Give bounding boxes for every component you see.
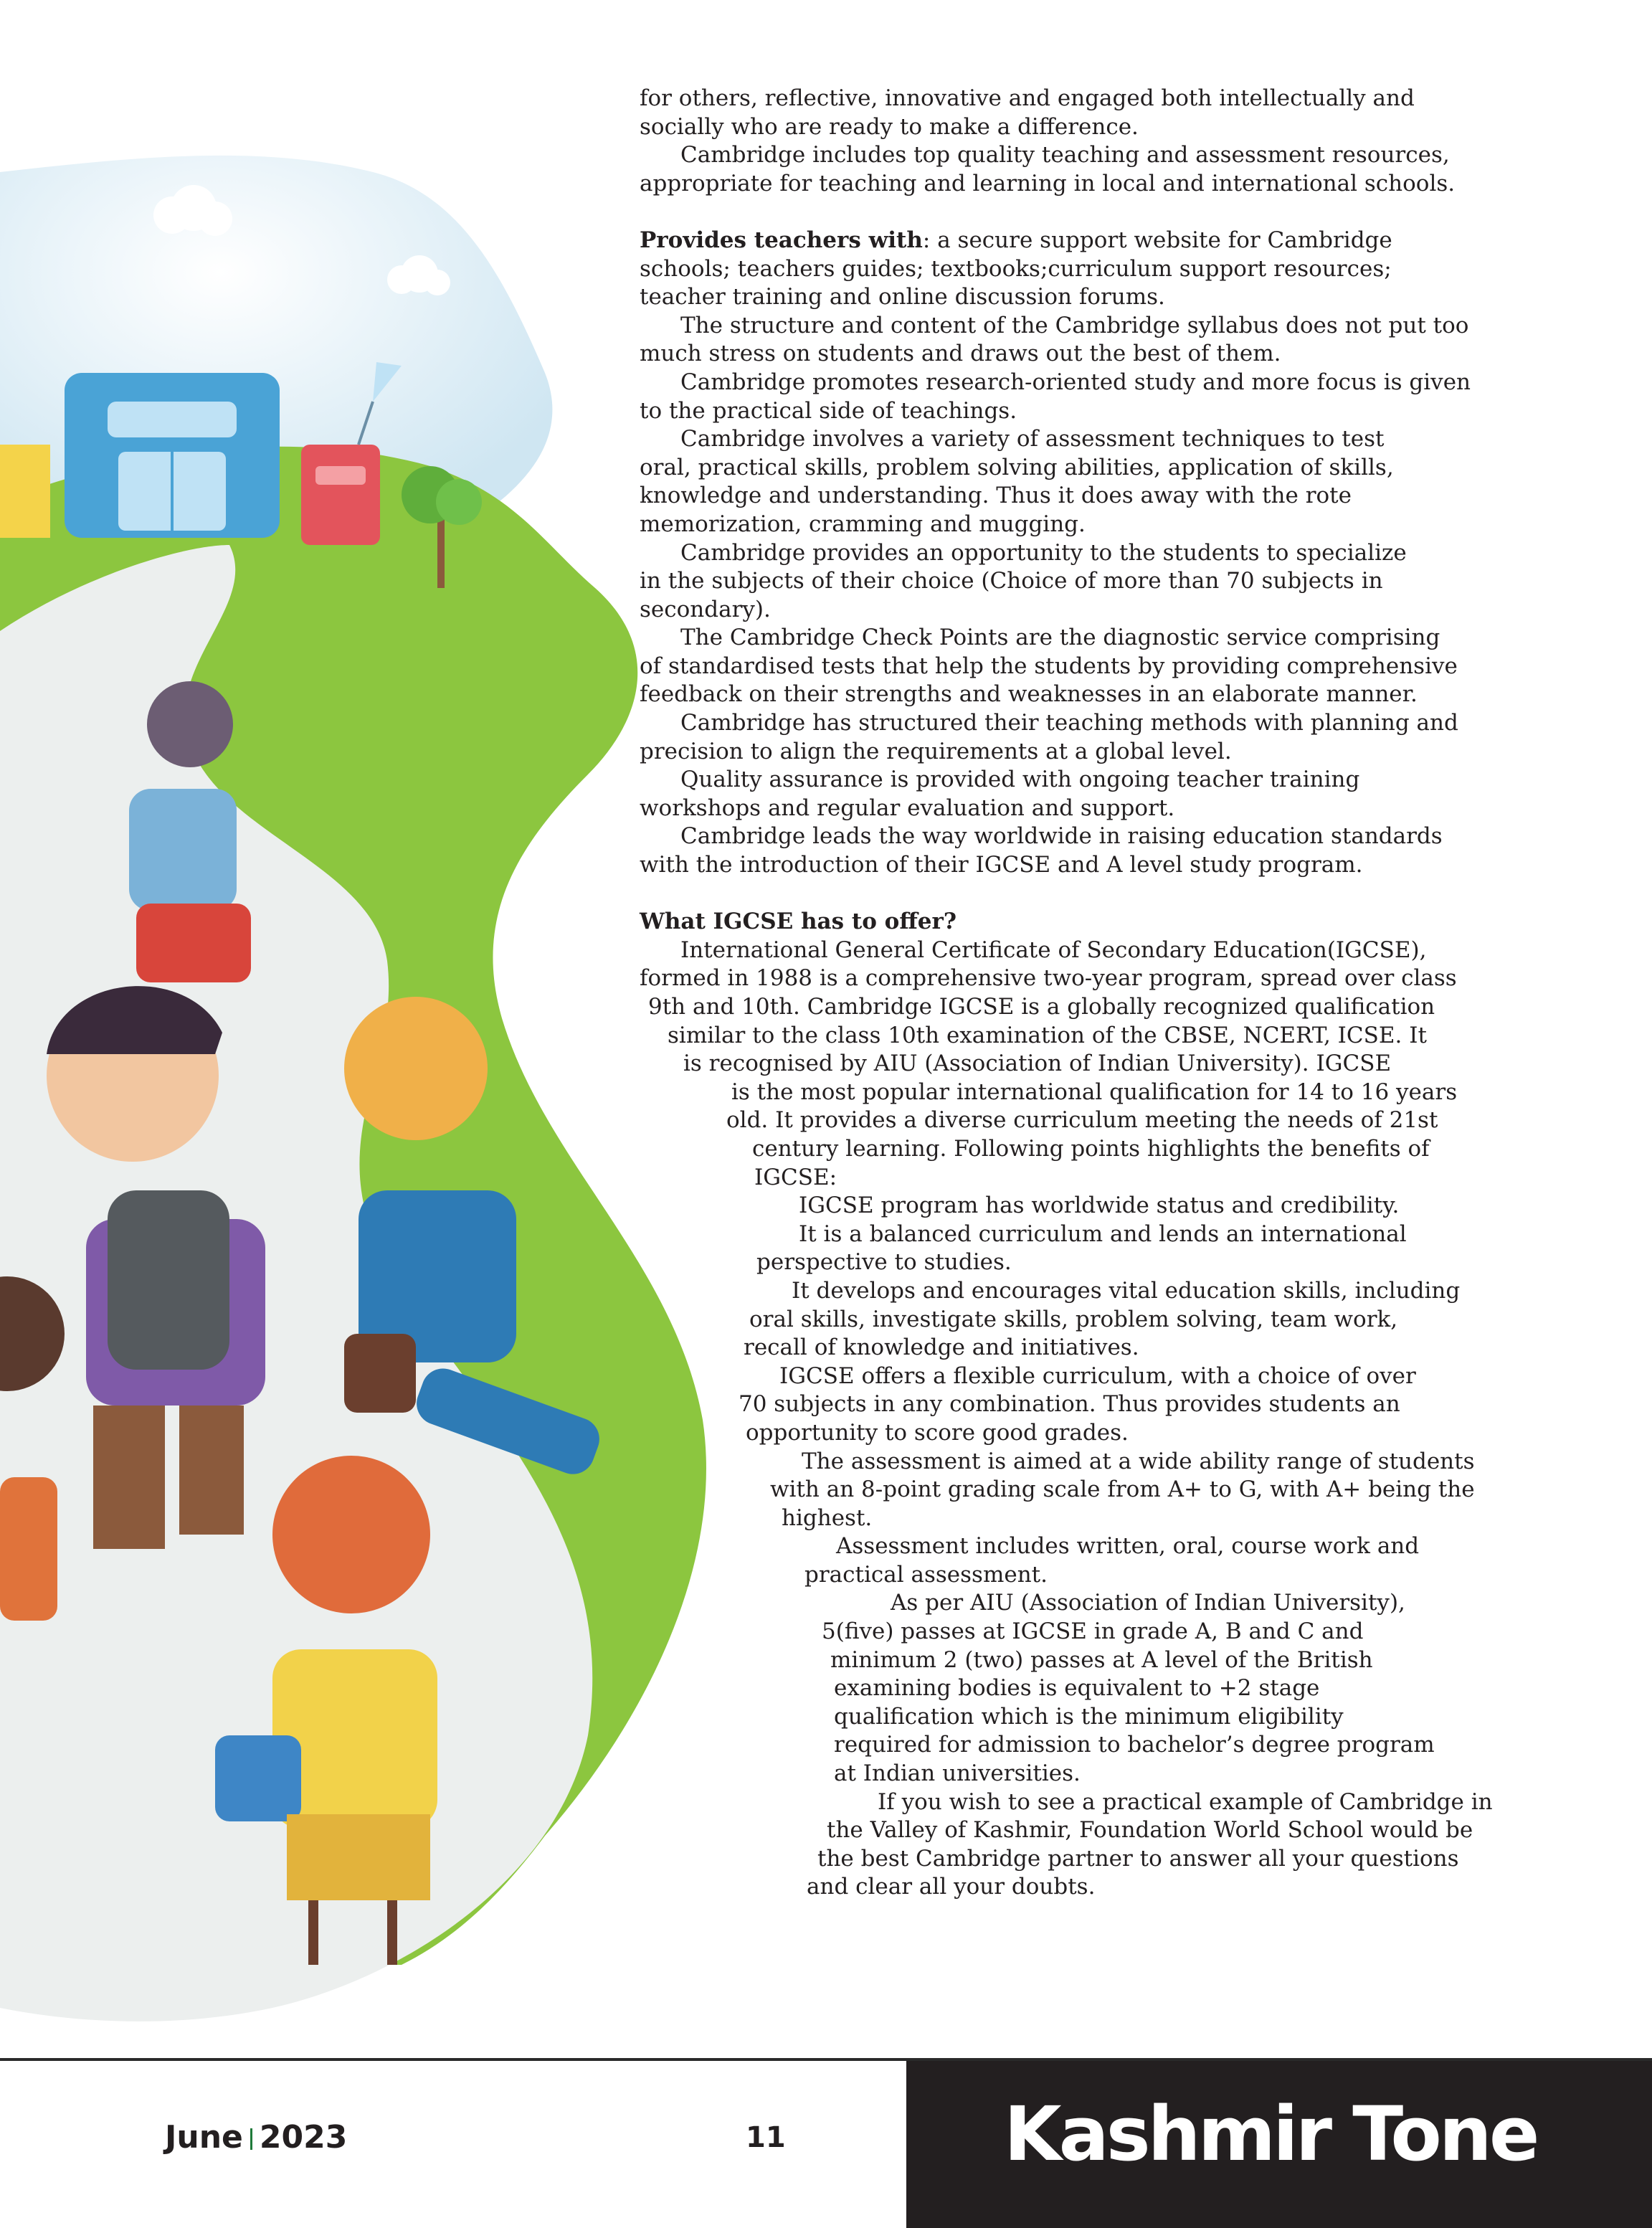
line-text: minimum 2 (two) passes at A level of the British <box>830 1646 1373 1673</box>
line-text: at Indian universities. <box>834 1760 1081 1787</box>
line-text: similar to the class 10th examination of the CBSE, NCERT, ICSE. It <box>668 1022 1427 1048</box>
body-text-line <box>640 766 1550 795</box>
line-text: Quality assurance is provided with ongoing teacher training <box>680 767 1360 793</box>
line-text: IGCSE offers a flexible curriculum, with a choice of over <box>779 1362 1416 1389</box>
section-heading: Provides teachers with <box>640 227 923 253</box>
body-text-line <box>640 1362 1550 1391</box>
line-text: workshops and regular evaluation and support. <box>640 795 1175 821</box>
line-text: teacher training and online discussion forums. <box>640 284 1165 311</box>
body-text-line <box>640 1164 1550 1193</box>
line-text: International General Certificate of Secondary Education(IGCSE), <box>680 937 1427 963</box>
line-text: and clear all your doubts. <box>807 1874 1096 1900</box>
body-text-line <box>640 85 1550 113</box>
line-text: practical assessment. <box>804 1561 1048 1588</box>
child-figure <box>129 681 251 982</box>
line-text: recall of knowledge and initiatives. <box>744 1335 1139 1361</box>
body-text-line <box>640 170 1550 199</box>
body-text-line <box>640 539 1550 568</box>
body-text-line <box>640 653 1550 681</box>
line-text: feedback on their strengths and weaknesses in an elaborate manner. <box>640 681 1418 708</box>
line-text: required for admission to bachelor’s degree program <box>834 1732 1435 1758</box>
footer-year: 2023 <box>259 2119 348 2156</box>
line-text: the Valley of Kashmir, Foundation World School would be <box>827 1817 1473 1844</box>
body-text-line <box>640 1248 1550 1277</box>
body-text-line <box>640 255 1550 284</box>
line-text: 70 subjects in any combination. Thus provides students an <box>739 1391 1400 1418</box>
line-text: old. It provides a diverse curriculum meeting the needs of 21st <box>726 1107 1438 1134</box>
line-text: Assessment includes written, oral, course work and <box>836 1533 1420 1560</box>
body-text-line <box>640 397 1550 426</box>
body-text-line <box>640 1476 1550 1504</box>
article-text <box>640 85 1550 1902</box>
line-text: IGCSE: <box>754 1164 837 1190</box>
line-text: Cambridge has structured their teaching methods with planning and <box>680 710 1458 736</box>
body-text-line <box>640 964 1550 993</box>
line-text: It is a balanced curriculum and lends an international <box>799 1220 1407 1247</box>
body-text-line <box>640 624 1550 653</box>
line-text: perspective to studies. <box>756 1249 1012 1276</box>
paragraph-gap <box>640 880 1550 909</box>
body-text-line <box>640 1448 1550 1476</box>
body-text-line <box>640 1561 1550 1590</box>
line-text: schools; teachers guides; textbooks;curriculum support resources; <box>640 255 1392 282</box>
line-text: oral skills, investigate skills, problem solving, team work, <box>749 1306 1398 1332</box>
body-text-line <box>640 369 1550 397</box>
section-heading: What IGCSE has to offer? <box>640 909 957 935</box>
line-text: Cambridge promotes research-oriented study and more focus is given <box>680 369 1471 395</box>
section-heading-line <box>640 227 1550 255</box>
line-text: for others, reflective, innovative and engaged both intellectually and <box>640 85 1415 111</box>
body-text-line <box>640 937 1550 965</box>
body-text-line <box>640 1731 1550 1760</box>
body-text-line <box>640 113 1550 142</box>
body-text-line <box>640 482 1550 511</box>
body-text-line <box>640 1306 1550 1335</box>
line-text: The structure and content of the Cambridge syllabus does not put too <box>680 312 1469 338</box>
paragraph-gap <box>640 198 1550 227</box>
line-text: 5(five) passes at IGCSE in grade A, B and C and <box>822 1618 1364 1645</box>
body-text-line <box>640 1135 1550 1164</box>
body-text-line <box>640 823 1550 851</box>
body-text-line <box>640 1220 1550 1249</box>
body-text-line <box>640 1390 1550 1419</box>
body-text-line <box>640 1646 1550 1675</box>
body-text-line <box>640 795 1550 823</box>
body-text-line <box>640 1022 1550 1051</box>
line-text: Cambridge provides an opportunity to the students to specialize <box>680 539 1407 566</box>
body-text-line <box>640 709 1550 738</box>
body-text-line <box>640 1419 1550 1448</box>
section-heading-line <box>640 908 1550 937</box>
line-text: The Cambridge Check Points are the diagnostic service comprising <box>680 625 1440 651</box>
line-text: is recognised by AIU (Association of Indian University). IGCSE <box>683 1051 1392 1077</box>
line-text: IGCSE program has worldwide status and credibility. <box>799 1193 1400 1219</box>
body-text-line <box>640 1703 1550 1732</box>
line-text: Cambridge leads the way worldwide in raising education standards <box>680 823 1443 850</box>
body-text-line <box>640 738 1550 767</box>
line-text: appropriate for teaching and learning in local and international schools. <box>640 170 1456 196</box>
body-text-line <box>640 283 1550 312</box>
line-text: with the introduction of their IGCSE and A level study program. <box>640 852 1363 878</box>
line-text: the best Cambridge partner to answer all your questions <box>817 1845 1459 1872</box>
body-text-line <box>640 1816 1550 1845</box>
footer-month: June <box>165 2119 243 2156</box>
body-text-line <box>640 1674 1550 1703</box>
line-text: with an 8-point grading scale from A+ to G, with A+ being the <box>770 1476 1475 1503</box>
magazine-brand: Kashmir Tone <box>1004 2090 1537 2178</box>
line-text: in the subjects of their choice (Choice of more than 70 subjects in <box>640 568 1383 594</box>
body-text-line <box>640 340 1550 369</box>
line-text: qualification which is the minimum eligibility <box>834 1703 1344 1730</box>
body-text-line <box>640 425 1550 454</box>
line-text: of standardised tests that help the students by providing comprehensive <box>640 653 1458 679</box>
body-text-line <box>640 1760 1550 1788</box>
line-text: century learning. Following points highlights the benefits of <box>752 1135 1430 1162</box>
line-text: formed in 1988 is a comprehensive two-year program, spread over class <box>640 965 1457 992</box>
page-number: 11 <box>746 2121 786 2154</box>
line-text: memorization, cramming and mugging. <box>640 511 1086 537</box>
line-text: The assessment is aimed at a wide ability range of students <box>802 1448 1475 1474</box>
body-text-line <box>640 1050 1550 1079</box>
body-text-line <box>640 993 1550 1022</box>
footer-date-separator <box>250 2128 252 2150</box>
body-text-line <box>640 1277 1550 1306</box>
line-text: precision to align the requirements at a global level. <box>640 738 1232 764</box>
body-text-line <box>640 1106 1550 1135</box>
line-text: 9th and 10th. Cambridge IGCSE is a globally recognized qualification <box>648 994 1435 1020</box>
line-text: If you wish to see a practical example of Cambridge in <box>878 1788 1493 1815</box>
body-text-line <box>640 567 1550 596</box>
line-text: socially who are ready to make a difference. <box>640 113 1139 140</box>
body-text-line <box>640 1788 1550 1817</box>
body-text-line <box>640 1873 1550 1902</box>
body-text-line <box>640 454 1550 483</box>
line-text: It develops and encourages vital education skills, including <box>792 1277 1461 1304</box>
line-text: highest. <box>782 1504 873 1531</box>
line-text: Cambridge involves a variety of assessment techniques to test <box>680 426 1385 452</box>
line-text: Cambridge includes top quality teaching and assessment resources, <box>680 142 1450 169</box>
body-text-line <box>640 1845 1550 1874</box>
body-text-line <box>640 1192 1550 1220</box>
body-text-line <box>640 1532 1550 1561</box>
body-text-line <box>640 1334 1550 1362</box>
line-text: is the most popular international qualification for 14 to 16 years <box>731 1079 1458 1105</box>
body-text-line <box>640 1504 1550 1533</box>
body-text-line <box>640 1618 1550 1646</box>
line-text: to the practical side of teachings. <box>640 397 1017 424</box>
body-text-line <box>640 681 1550 709</box>
body-text-line <box>640 1079 1550 1107</box>
line-text: As per AIU (Association of Indian University), <box>891 1590 1405 1616</box>
body-text-line <box>640 511 1550 539</box>
line-text: opportunity to score good grades. <box>746 1419 1129 1446</box>
line-text: secondary). <box>640 596 771 622</box>
line-text: oral, practical skills, problem solving abilities, application of skills, <box>640 454 1394 480</box>
line-text: : a secure support website for Cambridge <box>922 227 1392 253</box>
body-text-line <box>640 851 1550 880</box>
line-text: examining bodies is equivalent to +2 stage <box>834 1675 1320 1702</box>
body-text-line <box>640 596 1550 625</box>
line-text: knowledge and understanding. Thus it does away with the rote <box>640 483 1352 509</box>
body-text-line <box>640 1589 1550 1618</box>
body-text-line <box>640 141 1550 170</box>
line-text: much stress on students and draws out the best of them. <box>640 341 1281 367</box>
footer-date <box>165 2119 347 2156</box>
body-text-line <box>640 312 1550 341</box>
